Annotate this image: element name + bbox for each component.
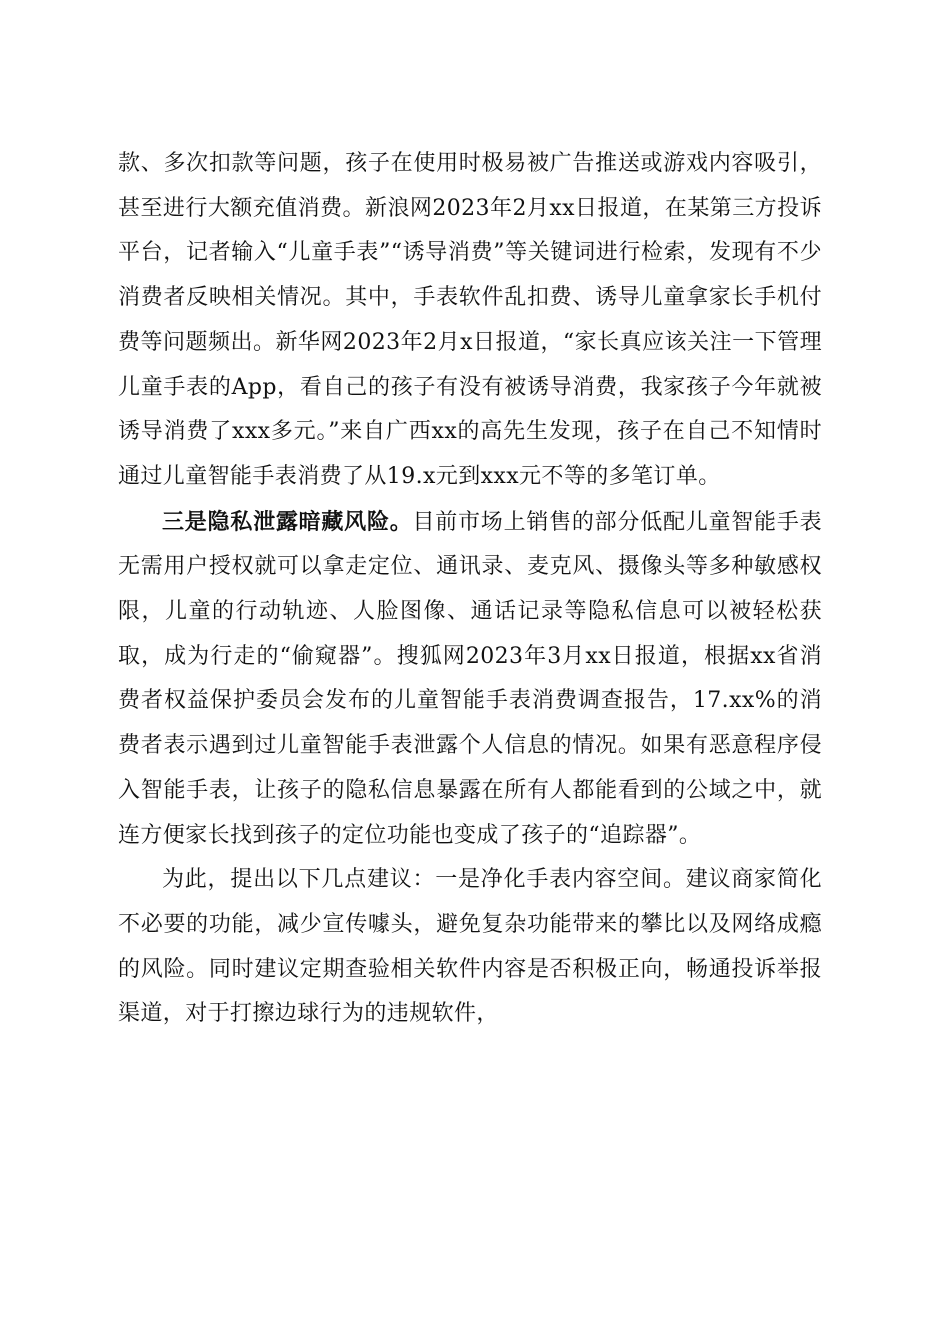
paragraph-3 [118,858,822,1037]
paragraph-2-text: 目前市场上销售的部分低配儿童智能手表无需用户授权就可以拿走定位、通讯录、麦克风、摄像头等多种敏感权限，儿童的行动轨迹、人脸图像、通话记录等隐私信息可以被轻松获取，成为行走的“偷窥器”。搜狐网2023年3月xx日报道，根据xx省消费者权益保护委员会发布的儿童智能手表消费调查报告，17.xx%的消费者表示遇到过儿童智能手表泄露个人信息的情况。如果有恶意程序侵入智能手表，让孩子的隐私信息暴露在所有人都能看到的公域之中，就连方便家长找到孩子的定位功能也变成了孩子的“追踪器”。 [118,509,822,848]
paragraph-2-heading: 三是隐私泄露暗藏风险。 [162,508,413,535]
paragraph-2 [118,500,822,859]
paragraph-1-text: 款、多次扣款等问题，孩子在使用时极易被广告推送或游戏内容吸引，甚至进行大额充值消费。新浪网2023年2月xx日报道，在某第三方投诉平台，记者输入“儿童手表”“诱导消费”等关键词进行检索，发现有不少消费者反映相关情况。其中，手表软件乱扣费、诱导儿童拿家长手机付费等问题频出。新华网2023年2月x日报道，“家长真应该关注一下管理儿童手表的App，看自己的孩子有没有被诱导消费，我家孩子今年就被诱导消费了xxx多元。”来自广西xx的高先生发现，孩子在自己不知情时通过儿童智能手表消费了从19.x元到xxx元不等的多笔订单。 [118,151,822,489]
document-body [118,142,822,1037]
paragraph-1 [118,142,822,500]
paragraph-3-text: 为此，提出以下几点建议：一是净化手表内容空间。建议商家简化不必要的功能，减少宣传噱头，避免复杂功能带来的攀比以及网络成瘾的风险。同时建议定期查验相关软件内容是否积极正向，畅通投诉举报渠道，对于打擦边球行为的违规软件， [118,867,822,1027]
